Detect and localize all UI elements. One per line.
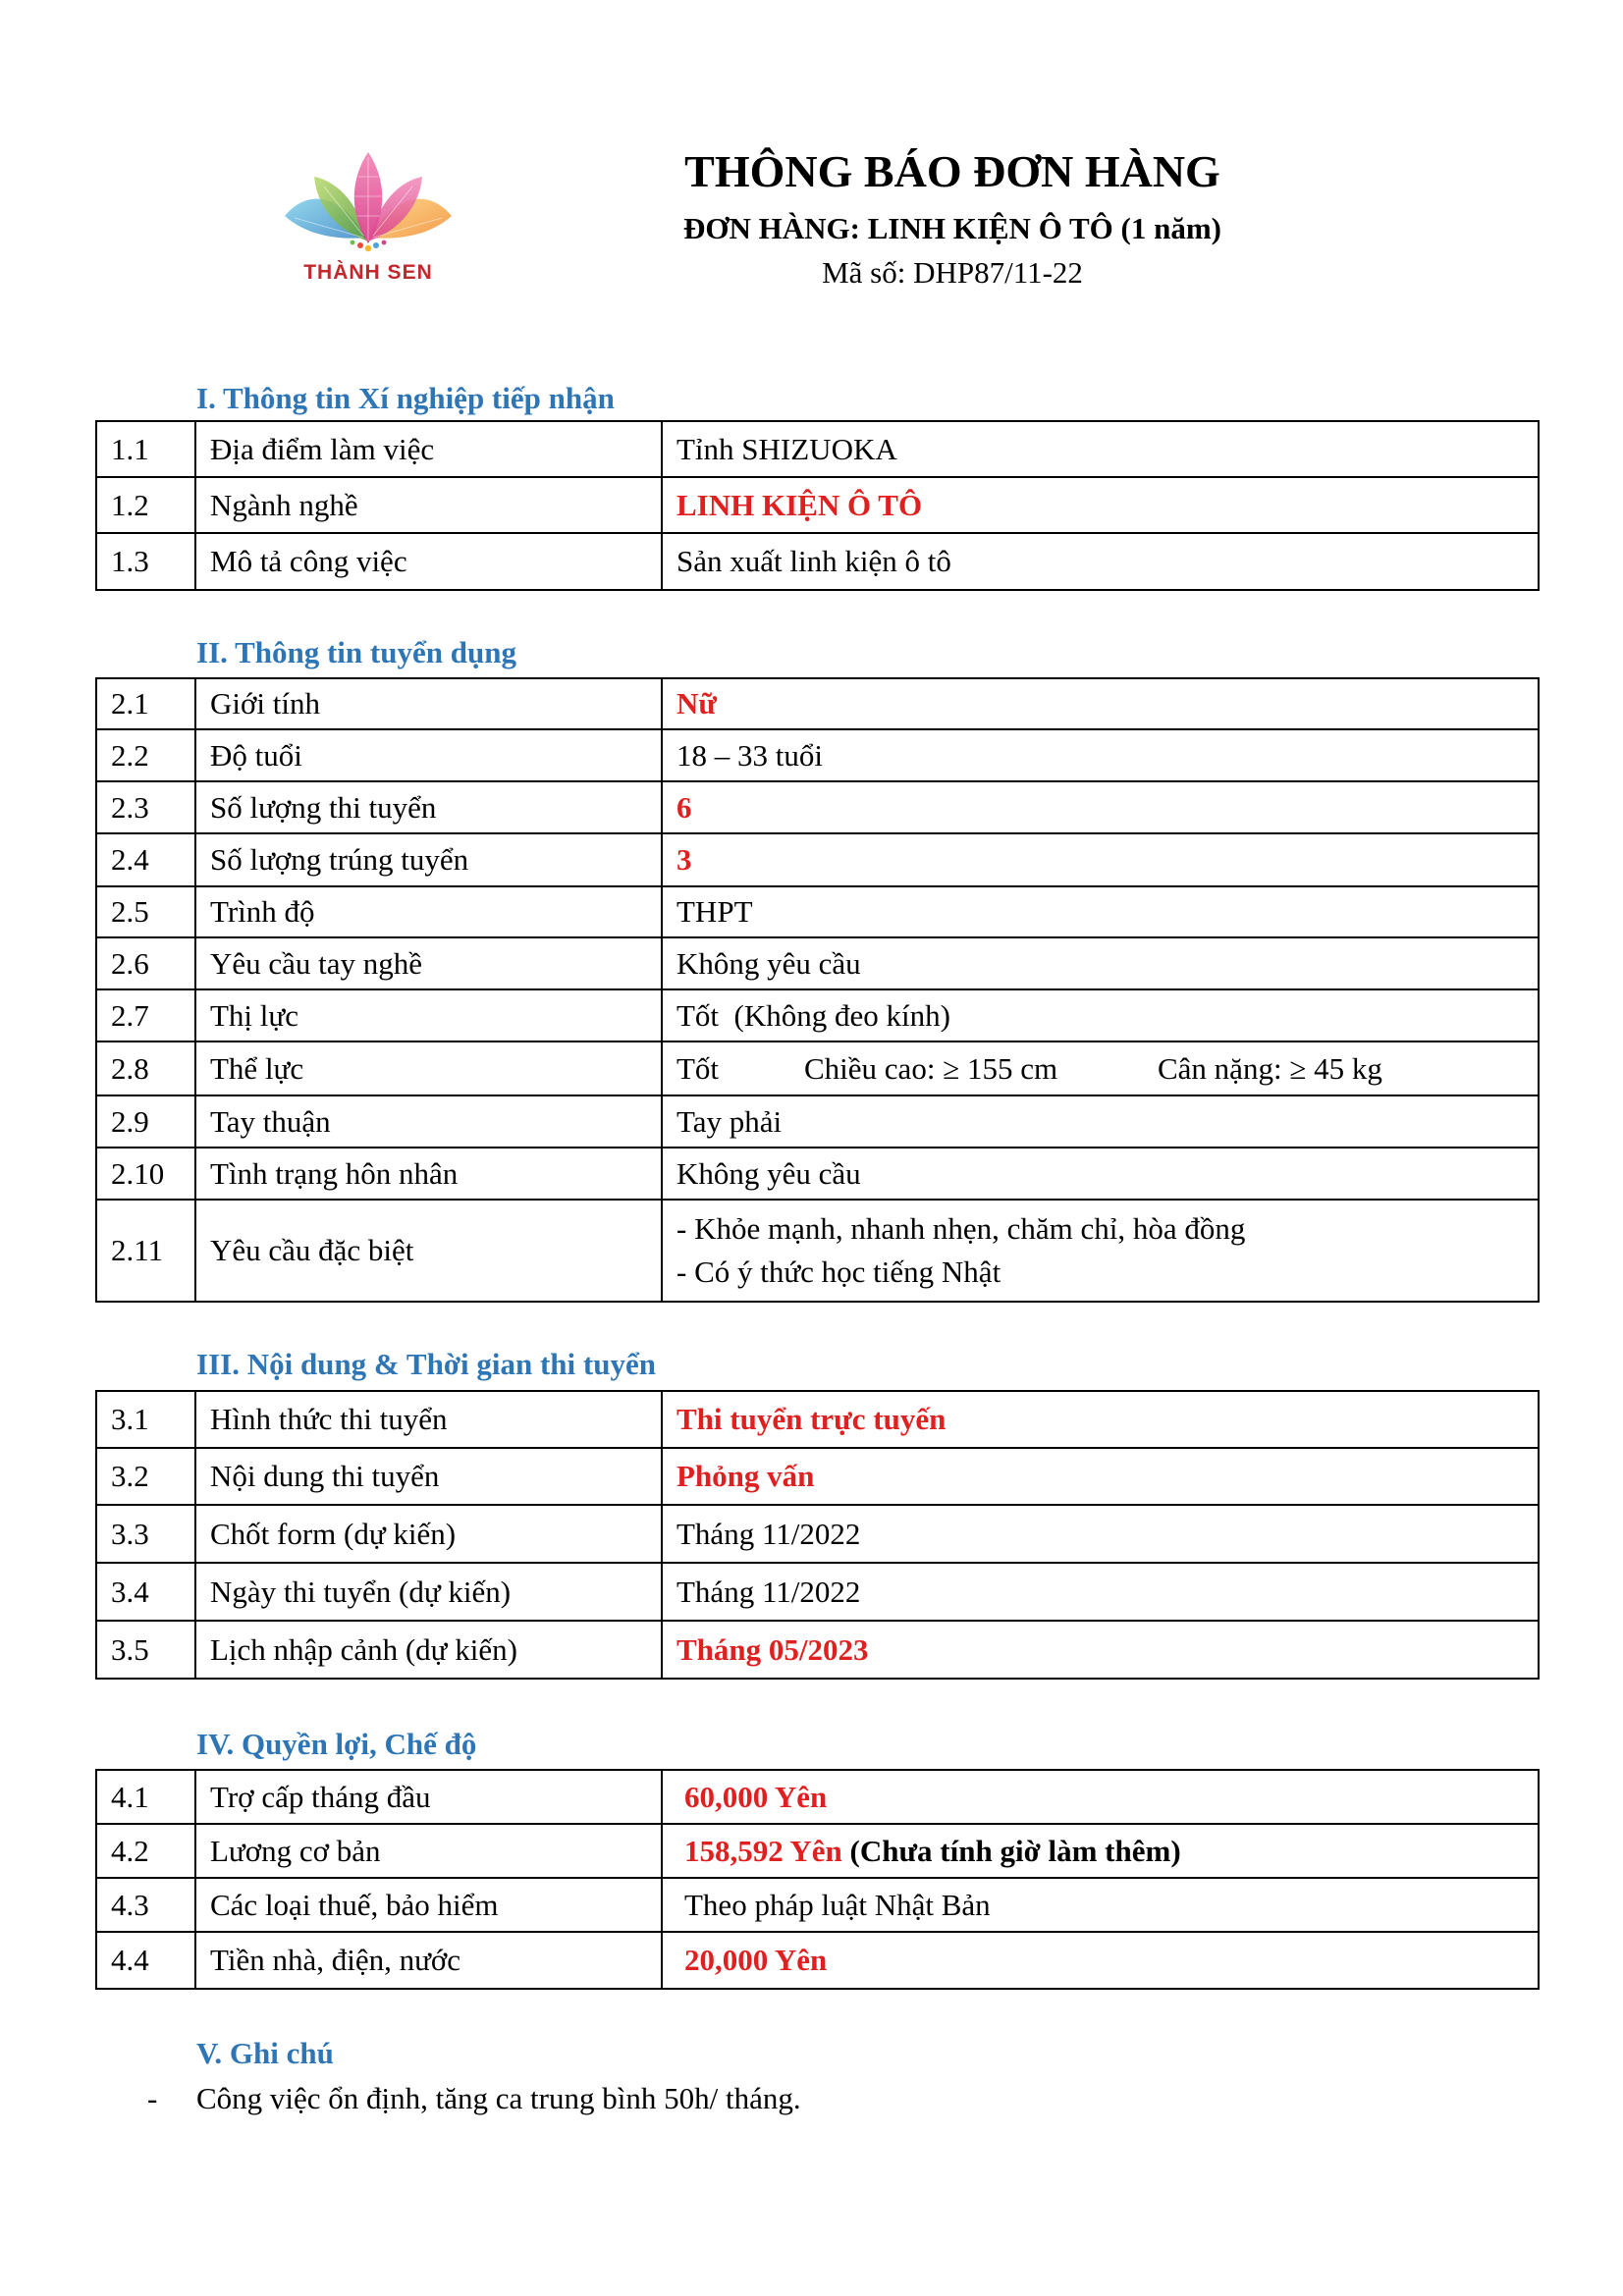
- row-value: 20,000 Yên: [662, 1932, 1539, 1989]
- row-label: Địa điểm làm việc: [195, 421, 662, 477]
- row-label: Số lượng thi tuyển: [195, 781, 662, 833]
- row-number: 2.7: [96, 989, 195, 1041]
- row-label: Giới tính: [195, 678, 662, 729]
- table-row: [96, 1391, 1539, 1448]
- row-value: Tay phải: [662, 1095, 1539, 1148]
- row-value: Nữ: [662, 678, 1539, 729]
- row-label: Các loại thuế, bảo hiểm: [195, 1878, 662, 1932]
- table-row: [96, 937, 1539, 989]
- row-value: THPT: [662, 886, 1539, 937]
- table-row: [96, 1932, 1539, 1989]
- table-row: [96, 1448, 1539, 1505]
- row-number: 4.1: [96, 1770, 195, 1824]
- row-value: LINH KIỆN Ô TÔ: [662, 477, 1539, 533]
- section-1-table: [95, 420, 1540, 591]
- row-number: 2.9: [96, 1095, 195, 1148]
- basic-salary: 158,592 Yên: [684, 1833, 842, 1868]
- table-row: [96, 1095, 1539, 1148]
- table-row: [96, 1041, 1539, 1095]
- row-number: 2.2: [96, 729, 195, 781]
- section-4-table: [95, 1769, 1540, 1990]
- note-bullet: -: [147, 2081, 158, 2115]
- row-label: Ngày thi tuyển (dự kiến): [195, 1563, 662, 1621]
- section-2-title: II. Thông tin tuyển dụng: [196, 635, 516, 669]
- row-label: Tay thuận: [195, 1095, 662, 1148]
- row-value-group: [662, 1824, 1539, 1878]
- row-label: Độ tuổi: [195, 729, 662, 781]
- row-number: 2.11: [96, 1200, 195, 1302]
- document-code: Mã số: DHP87/11-22: [822, 255, 1083, 290]
- row-value: Sản xuất linh kiện ô tô: [662, 533, 1539, 590]
- row-label: Trình độ: [195, 886, 662, 937]
- row-number: 4.4: [96, 1932, 195, 1989]
- row-value: Tháng 11/2022: [662, 1563, 1539, 1621]
- row-value: Thi tuyển trực tuyến: [662, 1391, 1539, 1448]
- row-value: 3: [662, 833, 1539, 886]
- section-3-title: III. Nội dung & Thời gian thi tuyển: [196, 1347, 656, 1381]
- row-label: Thị lực: [195, 989, 662, 1041]
- row-number: 2.4: [96, 833, 195, 886]
- note-item: [147, 2079, 801, 2118]
- table-row: [96, 1824, 1539, 1878]
- section-3-table: [95, 1390, 1540, 1680]
- row-value: Tháng 11/2022: [662, 1505, 1539, 1563]
- table-row: [96, 886, 1539, 937]
- table-row: [96, 833, 1539, 886]
- table-row: [96, 1770, 1539, 1824]
- row-label: Trợ cấp tháng đầu: [195, 1770, 662, 1824]
- row-number: 3.5: [96, 1621, 195, 1679]
- row-value: Tốt (Không đeo kính): [662, 989, 1539, 1041]
- row-label: Ngành nghề: [195, 477, 662, 533]
- row-label: Số lượng trúng tuyển: [195, 833, 662, 886]
- fitness-status: Tốt: [676, 1050, 720, 1086]
- row-label: Chốt form (dự kiến): [195, 1505, 662, 1563]
- table-row: [96, 989, 1539, 1041]
- row-number: 1.3: [96, 533, 195, 590]
- note-text: Công việc ổn định, tăng ca trung bình 50h/ tháng.: [196, 2081, 801, 2115]
- document-title: THÔNG BÁO ĐƠN HÀNG: [684, 146, 1220, 196]
- row-number: 2.1: [96, 678, 195, 729]
- height-requirement: Chiều cao: ≥ 155 cm: [804, 1050, 1058, 1086]
- row-label: Nội dung thi tuyển: [195, 1448, 662, 1505]
- row-label: Tình trạng hôn nhân: [195, 1148, 662, 1200]
- row-label: Lương cơ bản: [195, 1824, 662, 1878]
- row-number: 3.1: [96, 1391, 195, 1448]
- row-value: 60,000 Yên: [662, 1770, 1539, 1824]
- table-row: [96, 533, 1539, 590]
- section-4-title: IV. Quyền lợi, Chế độ: [196, 1727, 477, 1761]
- row-number: 2.10: [96, 1148, 195, 1200]
- row-value: Phỏng vấn: [662, 1448, 1539, 1505]
- table-row: [96, 421, 1539, 477]
- table-row: [96, 1563, 1539, 1621]
- table-row: [96, 678, 1539, 729]
- row-label: Yêu cầu đặc biệt: [195, 1200, 662, 1302]
- table-row: [96, 1148, 1539, 1200]
- lotus-logo-icon: [280, 147, 457, 260]
- row-number: 2.8: [96, 1041, 195, 1095]
- table-row: [96, 781, 1539, 833]
- special-requirement-line: - Có ý thức học tiếng Nhật: [676, 1255, 1001, 1289]
- weight-requirement: Cân nặng: ≥ 45 kg: [1158, 1050, 1382, 1086]
- row-number: 2.6: [96, 937, 195, 989]
- company-logo: [280, 147, 457, 294]
- row-value-group: [662, 1200, 1539, 1302]
- row-number: 4.2: [96, 1824, 195, 1878]
- row-number: 1.1: [96, 421, 195, 477]
- row-number: 2.3: [96, 781, 195, 833]
- document-subtitle: ĐƠN HÀNG: LINH KIỆN Ô TÔ (1 năm): [683, 211, 1221, 245]
- table-row: [96, 1200, 1539, 1302]
- row-number: 3.4: [96, 1563, 195, 1621]
- row-value: 6: [662, 781, 1539, 833]
- table-row: [96, 1505, 1539, 1563]
- section-1-title: I. Thông tin Xí nghiệp tiếp nhận: [196, 381, 615, 415]
- row-number: 1.2: [96, 477, 195, 533]
- special-requirement-line: - Khỏe mạnh, nhanh nhẹn, chăm chỉ, hòa đồng: [676, 1211, 1246, 1246]
- row-label: Lịch nhập cảnh (dự kiến): [195, 1621, 662, 1679]
- section-5-title: V. Ghi chú: [196, 2036, 334, 2070]
- row-label: Thể lực: [195, 1041, 662, 1095]
- table-row: [96, 1878, 1539, 1932]
- row-value-group: [662, 1041, 1539, 1095]
- table-row: [96, 729, 1539, 781]
- section-2-table: [95, 677, 1540, 1303]
- row-value: Không yêu cầu: [662, 937, 1539, 989]
- table-row: [96, 1621, 1539, 1679]
- row-number: 2.5: [96, 886, 195, 937]
- table-row: [96, 477, 1539, 533]
- row-value: 18 – 33 tuổi: [662, 729, 1539, 781]
- row-label: Mô tả công việc: [195, 533, 662, 590]
- row-number: 3.3: [96, 1505, 195, 1563]
- row-value: Tháng 05/2023: [662, 1621, 1539, 1679]
- row-value: Tỉnh SHIZUOKA: [662, 421, 1539, 477]
- row-label: Yêu cầu tay nghề: [195, 937, 662, 989]
- salary-note: (Chưa tính giờ làm thêm): [849, 1833, 1181, 1868]
- document-header: [628, 142, 1276, 294]
- row-number: 4.3: [96, 1878, 195, 1932]
- row-label: Tiền nhà, điện, nước: [195, 1932, 662, 1989]
- row-value: Theo pháp luật Nhật Bản: [662, 1878, 1539, 1932]
- row-number: 3.2: [96, 1448, 195, 1505]
- row-label: Hình thức thi tuyển: [195, 1391, 662, 1448]
- logo-text: THÀNH SEN: [303, 261, 433, 284]
- row-value: Không yêu cầu: [662, 1148, 1539, 1200]
